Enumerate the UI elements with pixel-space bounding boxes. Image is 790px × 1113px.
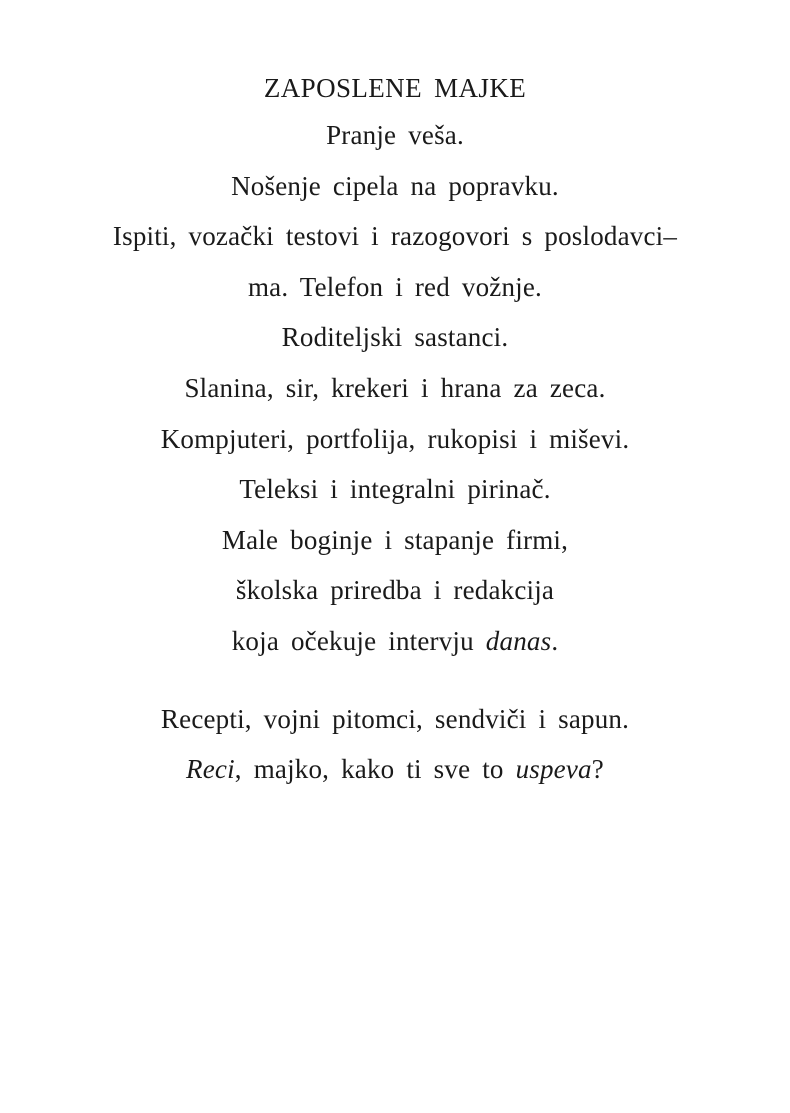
poem bbox=[0, 70, 790, 795]
poem-line: Kompjuteri, portfolija, rukopisi i miševi. bbox=[160, 423, 630, 454]
poem-line: Roditeljski sastanci. bbox=[281, 322, 509, 353]
poem-line: Pranje veša. bbox=[326, 120, 464, 150]
stanza-1 bbox=[0, 110, 790, 667]
poem-line: Recepti, vojni pitomci, sendviči i sapun. bbox=[160, 703, 630, 734]
poem-line: Slanina, sir, krekeri i hrana za zeca. bbox=[184, 372, 606, 403]
line-punctuation: . bbox=[551, 625, 559, 656]
line-text: koja očekuje intervju bbox=[231, 625, 486, 656]
poem-line: Ispiti, vozački testovi i razogovori s poslodavci– bbox=[112, 221, 678, 252]
line-punctuation: ? bbox=[591, 754, 604, 785]
poem-line: ma. Telefon i red vožnje. bbox=[247, 271, 542, 302]
poem-line: Nošenje cipela na popravku. bbox=[231, 170, 559, 201]
stanza-2 bbox=[0, 694, 790, 795]
poem-line: Male boginje i stapanje firmi, bbox=[221, 524, 569, 555]
line-text: , majko, kako ti sve to bbox=[234, 754, 516, 785]
poem-line-closing bbox=[0, 744, 790, 795]
italic-word: Reci bbox=[186, 754, 235, 785]
poem-title: ZAPOSLENE MAJKE bbox=[263, 73, 527, 103]
poem-line-last bbox=[0, 616, 790, 667]
poem-line: Teleksi i integralni pirinač. bbox=[239, 474, 551, 505]
stanza-divider bbox=[0, 667, 790, 694]
italic-word: danas bbox=[485, 625, 552, 656]
poem-line: školska priredba i redakcija bbox=[235, 575, 555, 606]
italic-word: uspeva bbox=[515, 754, 592, 785]
